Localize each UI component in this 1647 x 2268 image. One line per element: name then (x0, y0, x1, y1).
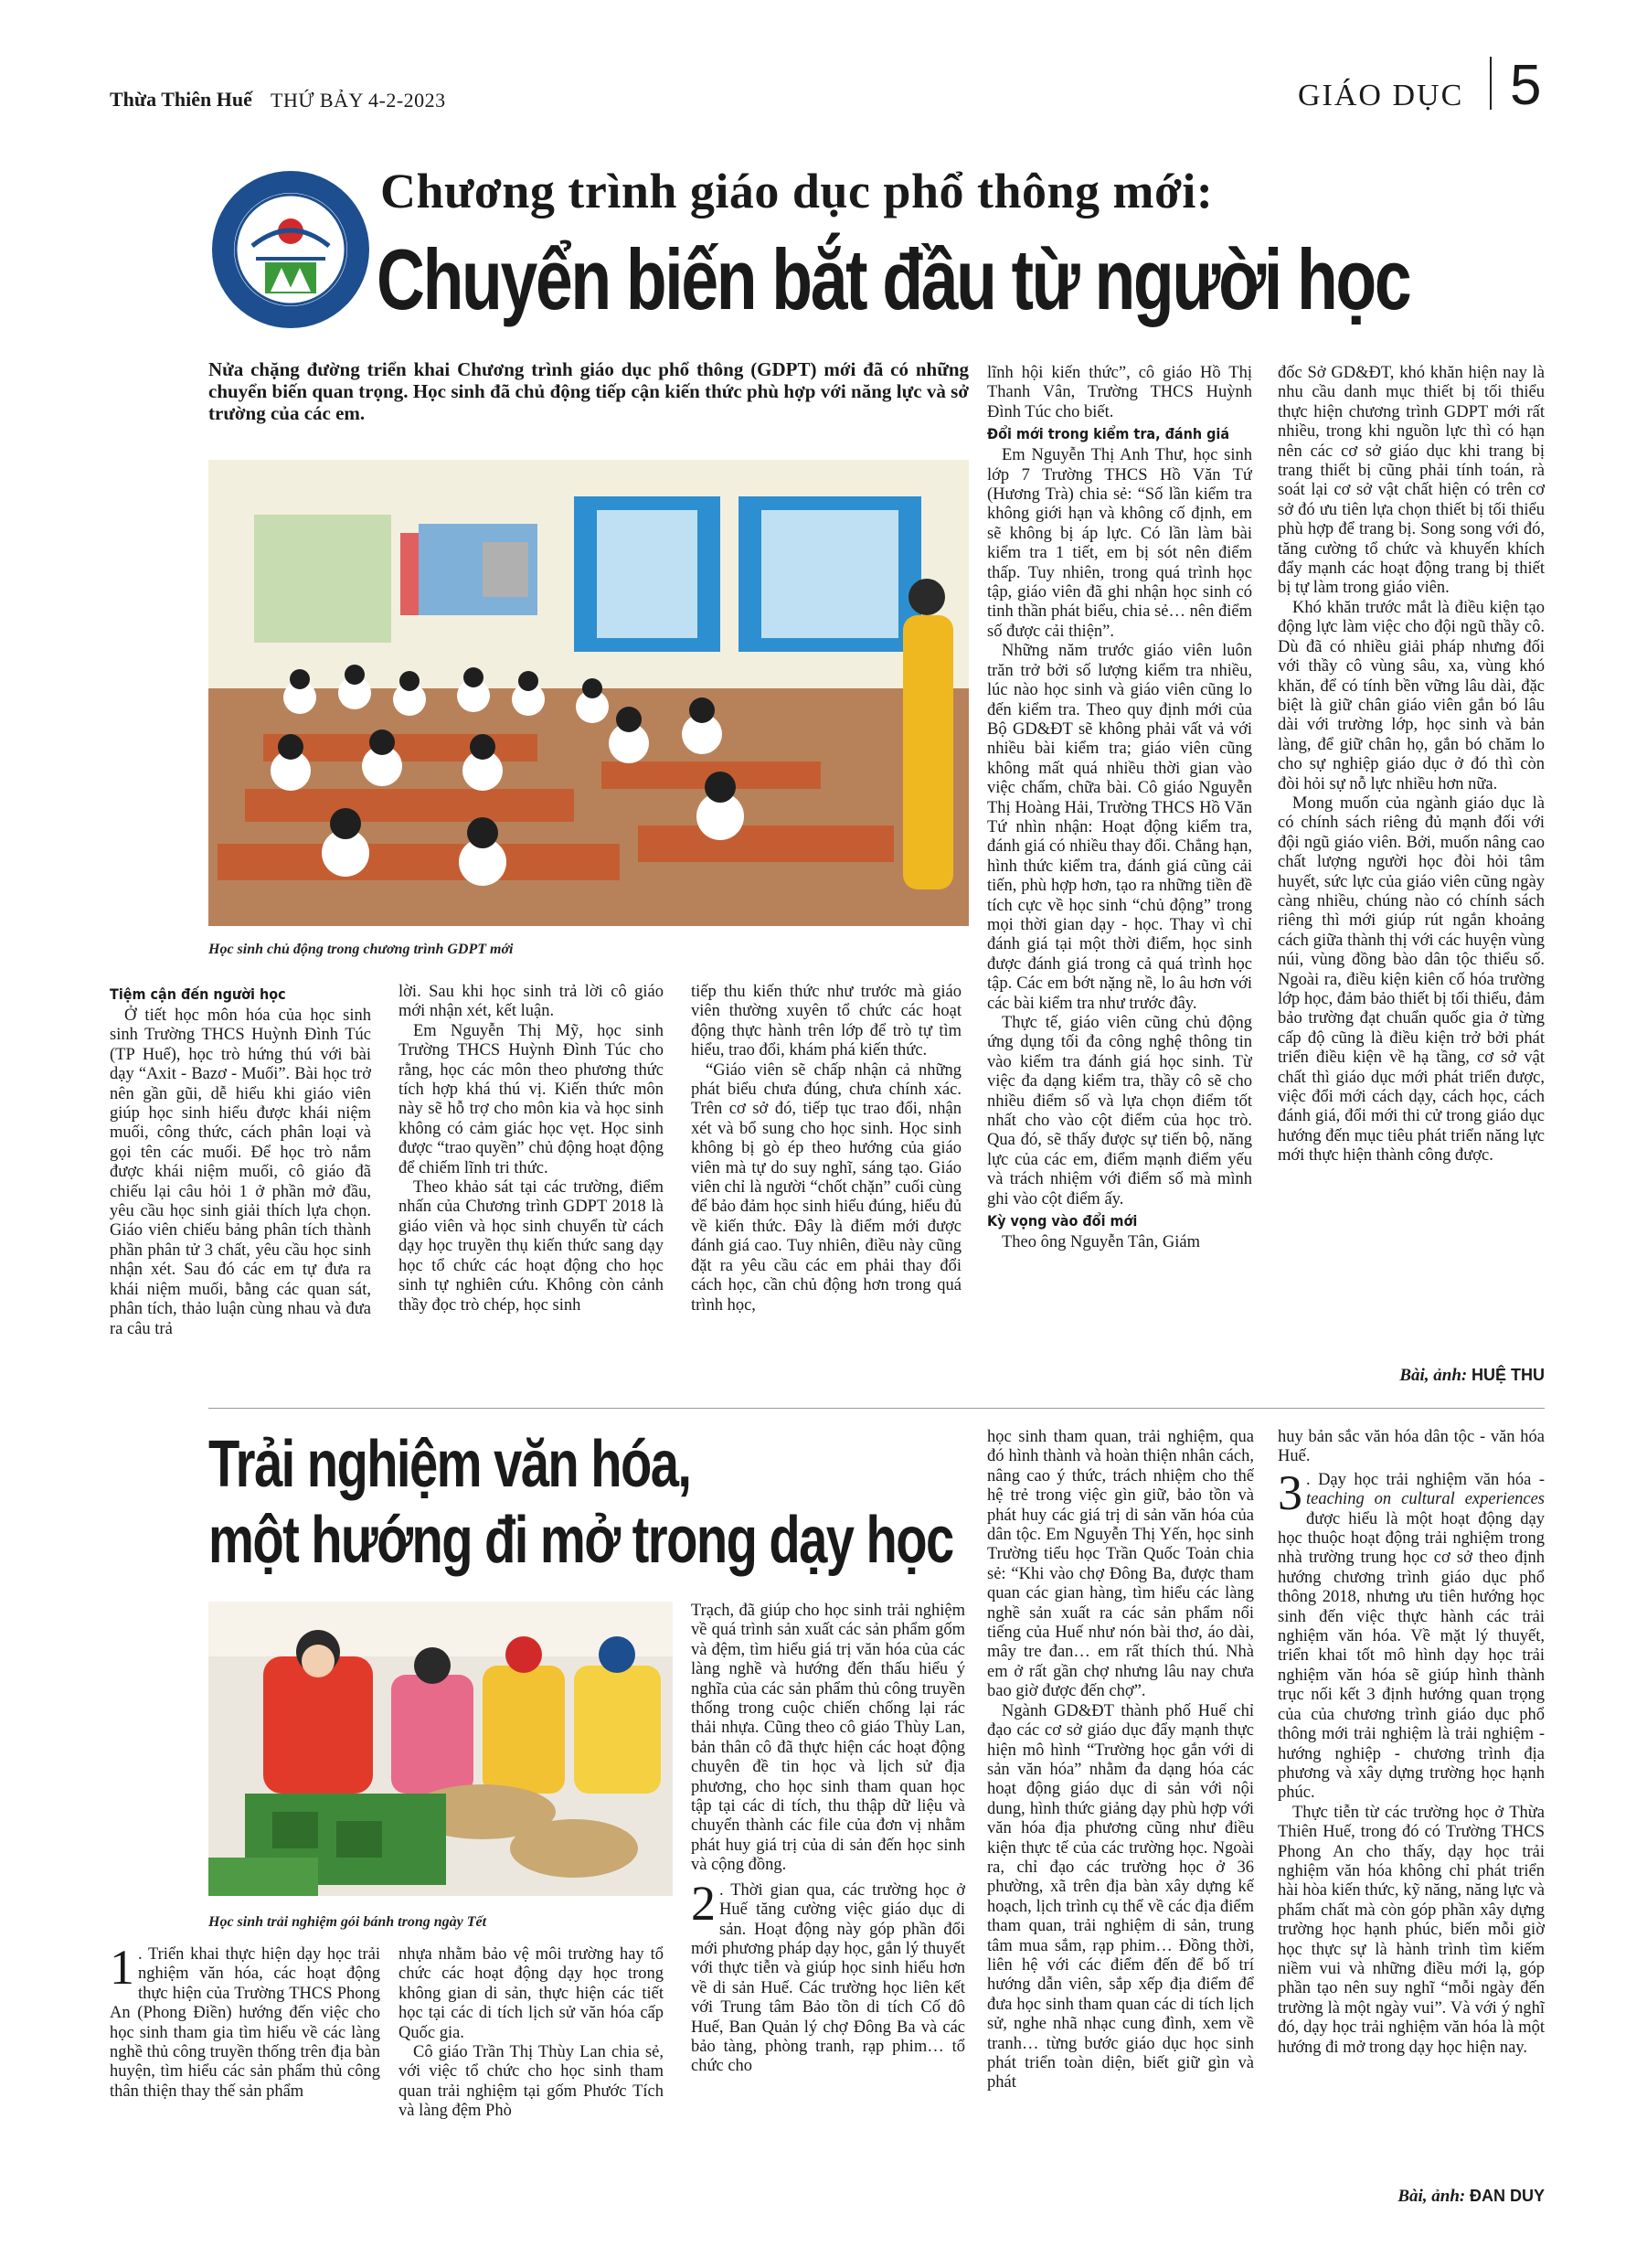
article1-kicker: Chương trình giáo dục phổ thông mới: (380, 164, 1214, 218)
dropcap-number: 3 (1278, 1464, 1302, 1520)
article1-classroom-photo (208, 460, 969, 926)
article2-column-3 (691, 1602, 965, 2223)
article1-paragraph: tiếp thu kiến thức như trước mà giáo viên thường xuyên tổ chức các hoạt động thực hành trên lớp để trò tự tìm hiểu, trao đổi, khám phá kiến thức. (691, 983, 962, 1060)
article2-column-4 (987, 1428, 1254, 2223)
byline-author: ĐAN DUY (1469, 2187, 1545, 2205)
article2-byline (1278, 2187, 1545, 2207)
byline-prefix: Bài, ảnh: (1399, 1366, 1468, 1385)
article2-text: . Dạy học trải nghiệm văn hóa - (1306, 1470, 1545, 1489)
paper-name: Thừa Thiên Huế (110, 88, 252, 111)
masthead-divider (1490, 57, 1492, 110)
article2-column-2 (398, 1945, 664, 2220)
article2-headline-line1: Trải nghiệm văn hóa, (208, 1428, 691, 1501)
article1-lead: Nửa chặng đường triển khai Chương trình giáo dục phổ thông (GDPT) mới đã có những chuyển biến quan trọng. Học sinh đã chủ động tiếp cận kiến thức phù hợp với năng lực và sở trường của các em. (208, 358, 969, 424)
article1-paragraph: Em Nguyễn Thị Mỹ, học sinh Trường THCS Huỳnh Đình Túc cho rằng, học các môn theo phương thức tích hợp khá thú vị. Kiến thức môn này sẽ hỗ trợ cho môn kia và học sinh không có cảm giác học vẹt. Học sinh được “trao quyền” chủ động hoạt động để chiếm lĩnh tri thức. (398, 1021, 664, 1177)
article1-paragraph: Thực tế, giáo viên cũng chủ động ứng dụng tối đa công nghệ thông tin vào kiểm tra đánh giá học sinh. Từ việc đa dạng kiểm tra, thầy cô sẽ cho nhiều điểm số và lựa chọn điểm tốt nhất cho vào cột điểm của học trò. Qua đó, sẽ thấy được sự tiến bộ, năng lực của các em, điểm mạnh điểm yếu và trách nhiệm với điểm số mà mình ghi vào cột điểm ấy. (987, 1014, 1252, 1209)
article2-paragraph: Trạch, đã giúp cho học sinh trải nghiệm về quá trình sản xuất các sản phẩm gốm và đệm, tìm hiểu giá trị văn hóa của các làng nghề và hướng đến thấu hiểu ý nghĩa của các sản phẩm thủ công truyền thống trong cuộc chiến chống lại rác thải nhựa. Cũng theo cô giáo Thùy Lan, bản thân cô đã thực hiện các hoạt động chuyên đề tin học và lịch sử địa phương, cho học sinh tham quan học tập tại các di tích, thu thập dữ liệu và chuyển thành các file của đơn vị nhằm phát huy giá trị của di sản đến học sinh và cộng đồng. (691, 1602, 965, 1875)
dropcap-number: 1 (110, 1945, 134, 1995)
article1-paragraph: lĩnh hội kiến thức”, cô giáo Hồ Thị Thanh Vân, Trường THCS Huỳnh Đình Túc cho biết. (987, 364, 1252, 421)
article2-column-1 (110, 1945, 380, 2220)
article2-students-photo (208, 1602, 673, 1896)
article1-column-2 (398, 983, 664, 1403)
article2-paragraph (110, 1945, 380, 2102)
article1-byline (1278, 1366, 1545, 1386)
section-name: GIÁO DỤC (1298, 79, 1464, 112)
article1-paragraph: Những năm trước giáo viên luôn trăn trở bởi số lượng kiểm tra nhiều, lúc nào học sinh và giáo viên cũng lo đến kiểm tra. Theo quy định mới của Bộ GD&ĐT sẽ không phải vất vả với nhiều bài kiểm tra; giáo viên cũng không mất quá nhiều thời gian vào việc chấm, chữa bài. Cô giáo Nguyễn Thị Hoàng Hải, Trường THCS Hồ Văn Tứ nhìn nhận: Hoạt động kiểm tra, đánh giá có nhiều thay đổi. Chẳng hạn, hình thức kiểm tra, đánh giá cũng cải tiến, phù hợp hơn, tạo ra những tiền đề tích cực về học sinh “chủ động” trong mọi thời gian dạy - học. Thay vì chỉ đánh giá tại một thời điểm, học sinh được đánh giá trong cả quá trình học tập. Các em bớt nặng nề, lo âu hơn với các bài kiểm tra như trước đây. (987, 642, 1252, 1013)
article2-paragraph: Ngành GD&ĐT thành phố Huế chỉ đạo các cơ sở giáo dục đẩy mạnh thực hiện mô hình “Trường học gắn với di sản văn hóa” nhằm đa dạng hóa các hoạt động giáo dục di sản với nội dung, hình thức giảng dạy phù hợp với văn hóa địa phương cũng như điều kiện thực tế của các trường học. Ngoài ra, chỉ đạo các trường học ở 36 phường, xã trên địa bàn xây dựng kế hoạch, lịch trình cụ thể về các địa điểm tham quan, trải nghiệm di sản, trung tâm mua sắm, rạp phim… Đồng thời, liên hệ với các điểm đến để bố trí hướng dẫn viên, sắp xếp địa điểm để đưa học sinh tham quan các di tích lịch sử, nghe nhã nhạc cung đình, xem về tranh… từng bước giáo dục học sinh phát triển toàn diện, biết giữ gìn và phát (987, 1701, 1254, 2092)
article2-text: được hiểu là một hoạt động dạy học thuộc hoạt động trải nghiệm trong nhà trường trung học cơ sở theo định hướng chương trình giáo dục phổ thông 2018, nhưng ưu tiên hướng học sinh đến việc thực hành các trải nghiệm văn hóa. Về mặt lý thuyết, triển khai tốt mô hình dạy học trải nghiệm văn hóa sẽ giúp hình thành trục nối kết 3 định hướng quan trọng của của chương trình giáo dục phổ thông mới trải nghiệm là trải nghiệm - hướng nghiệp - chương trình địa phương và xây dựng trường học hạnh phúc. (1278, 1509, 1545, 1803)
article1-paragraph: lời. Sau khi học sinh trả lời cô giáo mới nhận xét, kết luận. (398, 983, 664, 1021)
article1-paragraph: Theo ông Nguyễn Tân, Giám (1002, 1233, 1200, 1252)
article2-paragraph: học sinh tham quan, trải nghiệm, qua đó hình thành và hoàn thiện nhân cách, nâng cao ý thức, trách nhiệm cho thế hệ trẻ trong việc gìn giữ, bảo tồn và phát huy các giá trị di sản văn hóa của dân tộc. Em Nguyễn Thị Yến, học sinh Trường tiểu học Trần Quốc Toản chia sẻ: “Khi vào chợ Đông Ba, được tham quan các gian hàng, tìm hiểu các làng nghề sản xuất ra các sản phẩm nổi tiếng của Huế như nón bài thơ, áo dài, mây tre đan… em rất thích thú. Nhà em ở rất gần chợ nhưng lâu nay chưa bao giờ được đến chợ”. (987, 1428, 1254, 1701)
article1-paragraph: Ở tiết học môn hóa của học sinh sinh Trường THCS Huỳnh Đình Túc (TP Huế), học trò hứng thú với bài dạy “Axit - Bazơ - Muối”. Bài học trở nên gần gũi, dễ hiểu khi giáo viên giúp học sinh hiểu được khái niệm muối, công thức, cách phân loại và gọi tên các muối. Để học trò nắm được khái niệm muối, cô giáo đã chiếu lại câu hỏi 1 ở phần mở đầu, yêu cầu học sinh giải thích lựa chọn. Giáo viên chiếu bảng phân tích thành phần phân tử 3 chất, yêu cầu học sinh nhận xét. Sau đó các em tự đưa ra khái niệm muối, bằng các quan sát, phân tích, thảo luận cùng nhau và đưa ra câu trả (110, 1006, 371, 1338)
article1-paragraph: Mong muốn của ngành giáo dục là có chính sách riêng đủ mạnh đối với đội ngũ giáo viên. Bởi, muốn nâng cao chất lượng người học đòi hỏi tâm huyết, sức lực của giáo viên cũng ngày càng nhiều, chúng nào có chính sách riêng thì mới giúp rút ngắn khoảng cách giữa thành thị với các huyện vùng núi, vùng đồng bào dân tộc thiểu số. Ngoài ra, điều kiện kiên cố hóa trường lớp học, đảm bảo thiết bị tối thiểu, đảm bảo trường đạt chuẩn quốc gia ở từng cấp độ cũng là điều kiện trở bởi phát triển điều kiện về hạ tầng, cơ sở vật chất thì giáo dục mới phát triển được, việc đổi mới cách dạy, cách học, cách đánh giá, đổi mới thi cử trong giáo dục hướng đến mục tiêu phát triển năng lực mới thực hiện thành công được. (1278, 793, 1545, 1166)
education-department-logo (208, 167, 373, 332)
article2-paragraph: huy bản sắc văn hóa dân tộc - văn hóa Huế. (1278, 1428, 1545, 1466)
byline-prefix: Bài, ảnh: (1397, 2187, 1466, 2206)
article2-photo-caption: Học sinh trải nghiệm gói bánh trong ngày Tết (208, 1914, 487, 1930)
article1-subheading-2: Đổi mới trong kiểm tra, đánh giá (987, 425, 1230, 443)
article1-column-5 (1278, 364, 1545, 1360)
article1-paragraph: Theo khảo sát tại các trường, điểm nhấn của Chương trình GDPT 2018 là giáo viên và học sinh chuyển từ cách dạy học truyền thụ kiến thức sang dạy học tổ chức các hoạt động cho học sinh tự nghiên cứu. Không còn cảnh thầy đọc trò chép, học sinh (398, 1178, 664, 1315)
article1-paragraph: Em Nguyễn Thị Anh Thư, học sinh lớp 7 Trường THCS Hồ Văn Tứ (Hương Trà) chia sẻ: “Số lần kiểm tra không giới hạn và không cố định, em sẽ không bị áp lực. Có lần làm bài kiểm tra 1 tiết, em bị sót nên điểm thấp. Tuy nhiên, trong quá trình học tập, giáo viên đã ghi nhận học sinh có tinh thần phát biểu, chia sẻ… nên điểm số được cải thiện”. (987, 446, 1252, 641)
article2-column-5 (1278, 1428, 1545, 2177)
article2-paragraph (691, 1875, 965, 2077)
dropcap-number: 2 (691, 1875, 716, 1931)
article2-text: . Triển khai thực hiện dạy học trải nghiệm văn hóa, các hoạt động thực hiện của Trường THCS Phong An (Phong Điền) hướng đến việc cho học sinh tham gia tìm hiểu về các làng nghề thủ công truyền thống trên địa bàn huyện, tìm hiểu các sản phẩm thủ công thân thiện thay thế sản phẩm (110, 1945, 380, 2101)
article2-italic-term: teaching on cultural experiences (1306, 1490, 1545, 1509)
article2-paragraph: Cô giáo Trần Thị Thùy Lan chia sẻ, với việc tổ chức cho học sinh tham quan trải nghiệm tại gốm Phước Tích và làng đệm Phò (398, 2043, 664, 2121)
article1-paragraph: “Giáo viên sẽ chấp nhận cả những phát biểu chưa đúng, chưa chính xác. Trên cơ sở đó, tiếp tục trao đổi, nhận xét và bổ sung cho học sinh. Học sinh không bị gò ép theo hướng của giáo viên mà tự do suy nghĩ, sáng tạo. Giáo viên chỉ là người “chốt chặn” cuối cùng để bảo đảm học sinh hiểu đúng, hiểu đủ về kiến thức. Đây là điểm mới được đánh giá cao. Tuy nhiên, điều này cũng đặt ra yêu cầu các em phải thay đổi cách học, cần chủ động hơn trong quá trình học, (691, 1060, 962, 1315)
page-number: 5 (1510, 54, 1542, 117)
article1-paragraph: Khó khăn trước mắt là điều kiện tạo động lực làm việc cho đội ngũ thầy cô. Dù đã có nhiều giải pháp nhưng đối với thầy cô vùng sâu, xa, vùng khó khăn, để có tính bền vững lâu dài, đặc biệt là giữ chân giáo viên gắn bó lâu dài với trường lớp, học sinh và bản làng, để giữ chân họ, gắn bó chăm lo cho sự nghiệp giáo dục ở đó thì còn đòi hỏi sự nỗ lực nhiều hơn nữa. (1278, 598, 1545, 793)
article1-subheading-3: Kỳ vọng vào đổi mới (987, 1212, 1138, 1230)
article1-photo-caption: Học sinh chủ động trong chương trình GDPT mới (208, 942, 514, 957)
article1-subheading-1: Tiệm cận đến người học (110, 985, 286, 1003)
issue-date: THỨ BẢY 4-2-2023 (271, 89, 446, 112)
article2-text: . Thời gian qua, các trường học ở Huế tăng cường việc giáo dục di sản. Hoạt động này góp phần đổi mới phương pháp dạy học, gắn lý thuyết với thực tiễn và giúp học sinh hiểu hơn về di sản Huế. Các trường học liên kết với Trung tâm Bảo tồn di tích Cố đô Huế, Ban Quản lý chợ Đông Ba và các bảo tàng, phòng tranh, rạp phim… tổ chức cho (691, 1880, 965, 2076)
article2-paragraph: nhựa nhằm bảo vệ môi trường hay tổ chức các hoạt động dạy học trong không gian di sản, thực hiện các tiết học tại các di tích lịch sử văn hóa cấp Quốc gia. (398, 1945, 664, 2042)
article1-column-1 (110, 983, 371, 1403)
article1-column-3 (691, 983, 962, 1403)
article1-paragraph: đốc Sở GD&ĐT, khó khăn hiện nay là nhu cầu danh mục thiết bị tối thiểu thực hiện chương trình GDPT mới rất nhiều, trong khi nguồn lực thì có hạn nên các cơ sở giáo dục khi trang bị trang thiết bị cũng phải tính toán, rà soát lại cơ sở vật chất hiện có trên cơ sở đó ưu tiên lựa chọn thiết bị tối thiểu phù hợp để trang bị. Song song với đó, tăng cường tổ chức và khuyến khích đẩy mạnh các hoạt động trang bị thiết bị tự làm trong giáo viên. (1278, 364, 1545, 598)
article2-paragraph: Thực tiễn từ các trường học ở Thừa Thiên Huế, trong đó có Trường THCS Phong An cho thấy, dạy học trải nghiệm văn hóa không chỉ phát triển hài hòa kiến thức, kỹ năng, năng lực và phẩm chất mà còn góp phần xây dựng trường học hạnh phúc, biến mỗi giờ học thực sự là hành trình tìm kiếm niềm vui và những điều mới lạ, góp phần tạo nên suy nghĩ “mỗi ngày đến trường là một ngày vui”. Và với ý nghĩ đó, dạy học trải nghiệm văn hóa là một hướng đi mở trong dạy học hiện nay. (1278, 1803, 1545, 2057)
article1-headline: Chuyển biến bắt đầu từ người học (377, 231, 1410, 327)
byline-author: HUỆ THU (1472, 1366, 1545, 1384)
article-divider (208, 1408, 1545, 1409)
article2-paragraph (1278, 1464, 1545, 1804)
article2-headline-line2: một hướng đi mở trong dạy học (208, 1504, 953, 1577)
article1-column-4 (987, 364, 1252, 1406)
